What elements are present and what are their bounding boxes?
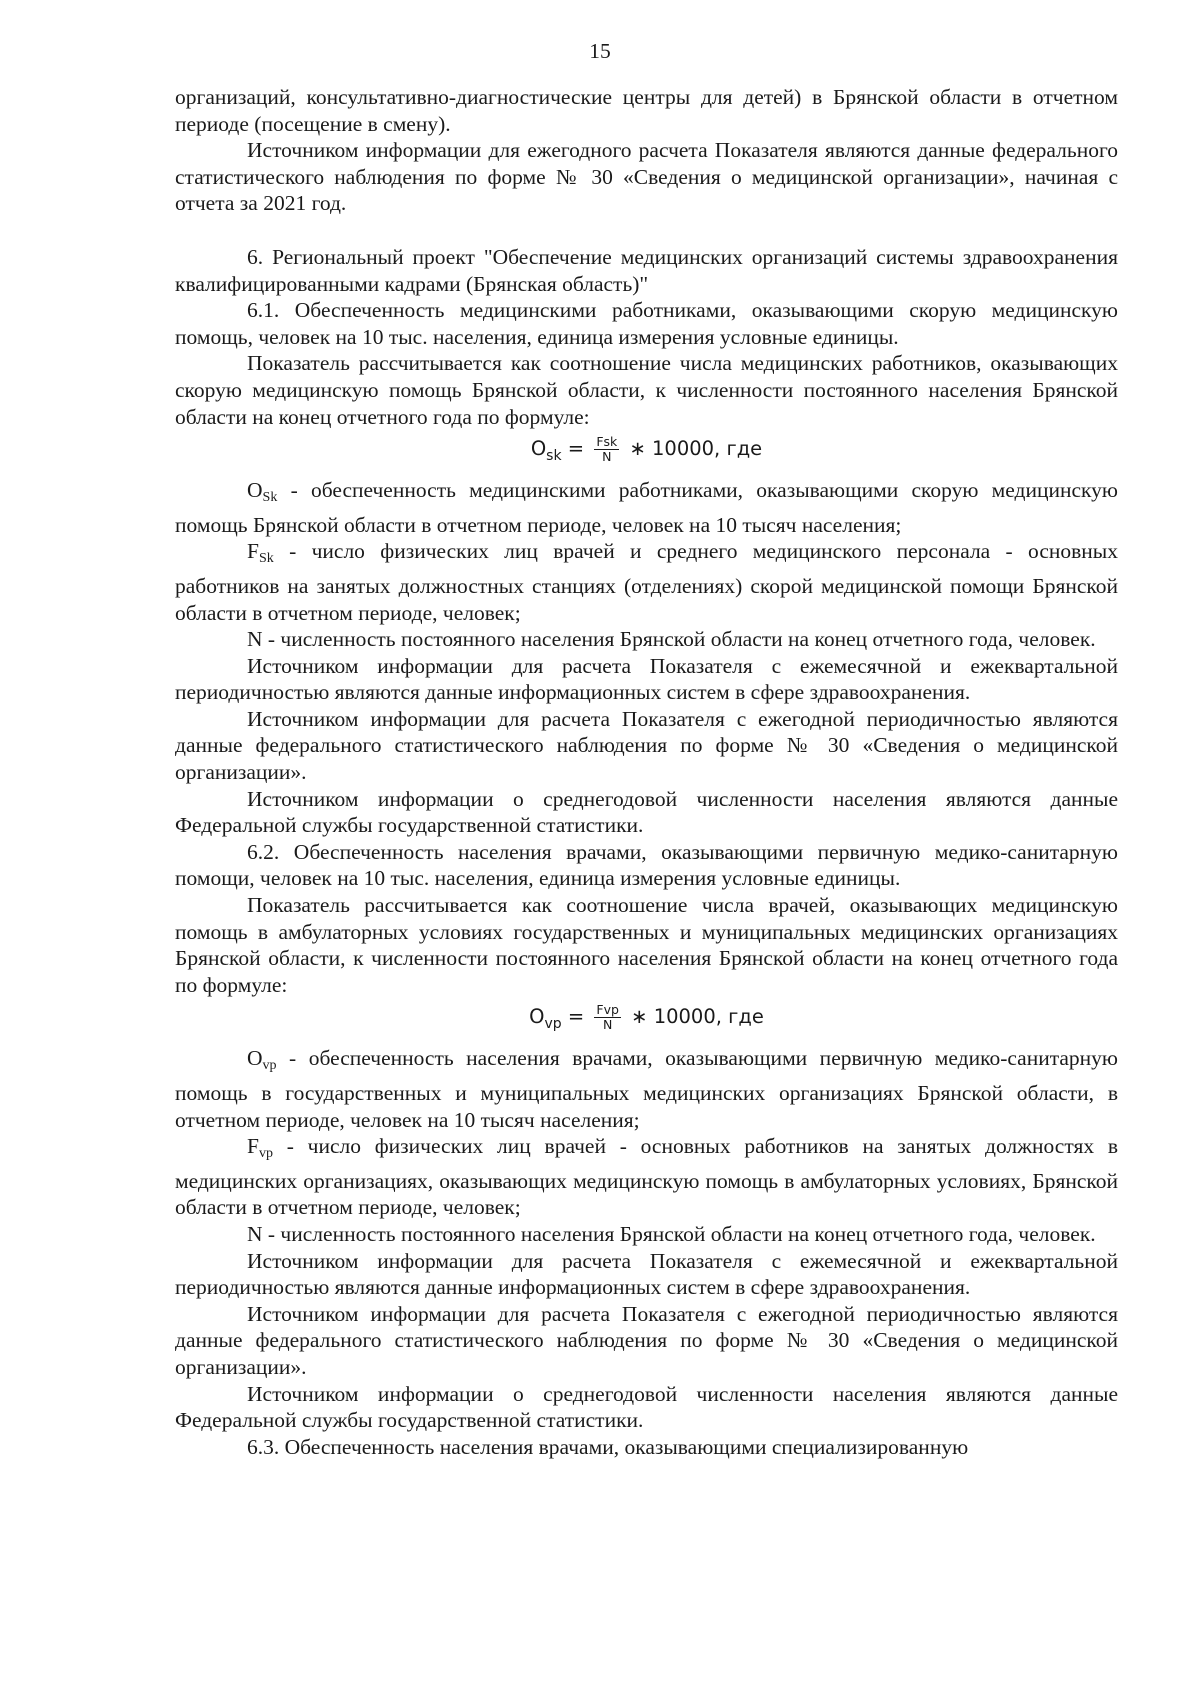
page-number: 15 [589,39,611,63]
paragraph: организаций, консультативно-диагностические центры для детей) в Брянской области в отчетном периоде (посещение в смену). [175,85,1118,136]
subsection-6-2: 6.2. Обеспеченность населения врачами, оказывающими первичную медико-санитарную помощи, человек на 10 тыс. населения, единица измерения условные единицы. [175,839,1118,891]
paragraph: Источником информации для расчета Показателя с ежегодной периодичностью являются данные федерального статистического наблюдения по форме № 30 «Сведения о медицинской организации». [175,1301,1118,1379]
paragraph: Показатель рассчитывается как соотношение числа медицинских работников, оказывающих скорую медицинскую помощь Брянской области, к численности постоянного населения Брянской области на конец отчетного года по формуле: [175,351,1118,429]
paragraph: Источником информации для расчета Показателя с ежемесячной и ежеквартальной периодичностью являются данные информационных систем в сфере здравоохранения. [175,1248,1118,1300]
subsection-6-3: 6.3. Обеспеченность населения врачами, оказывающими специализированную [247,1434,969,1459]
definition-fsk: $F_{Sk}$ - число физических лиц врачей и среднего медицинского персонала - основных работников на занятых должностных станциях (отделениях) скорой медицинской помощи Брянской области в отчетном периоде, человек; [175,539,1118,625]
section-heading-6: 6. Региональный проект "Обеспечение медицинских организаций системы здравоохранения квалифицированными кадрами (Брянская область)" [175,244,1118,296]
definition-n: N - численность постоянного населения Брянской области на конец отчетного года, человек. [247,1221,1096,1246]
definition-fvp: $F_{vp}$ - число физических лиц врачей - основных работников на занятых должностях в медицинских организациях, оказывающих медицинскую помощь в амбулаторных условиях, Брянской области в отчетном периоде, человек; [175,1134,1118,1220]
formula-osk: $O_{sk}$ = $\frac{\text{Fsk}}{N}$ ∗ 10000, где [530,434,763,465]
paragraph: Источником информации о среднегодовой численности населения являются данные Федеральной службы государственной статистики. [175,786,1118,838]
definition-n: N - численность постоянного населения Брянской области на конец отчетного года, человек. [247,627,1096,652]
definition-osk: $O_{Sk}$ - обеспеченность медицинскими работниками, оказывающими скорую медицинскую помощь Брянской области в отчетном периоде, человек на 10 тысяч населения; [175,478,1118,537]
subsection-6-1: 6.1. Обеспеченность медицинскими работниками, оказывающими скорую медицинскую помощь, человек на 10 тыс. населения, единица измерения условные единицы. [175,298,1118,349]
fraction: $\frac{\text{Fvp}}{N}$ [596,1002,619,1033]
paragraph: Источником информации для ежегодного расчета Показателя являются данные федерального статистического наблюдения по форме № 30 «Сведения о медицинской организации», начиная с отчета за 2021 год. [175,138,1118,216]
paragraph: Источником информации для расчета Показателя с ежегодной периодичностью являются данные федерального статистического наблюдения по форме № 30 «Сведения о медицинской организации». [175,706,1118,785]
definition-ovp: $O_{vp}$ - обеспеченность населения врачами, оказывающими первичную медико-санитарную помощь в государственных и муниципальных медицинских организациях Брянской области, в отчетном периоде, человек на 10 тысяч населения; [175,1046,1118,1132]
formula-ovp: $O_{vp}$ = $\frac{\text{Fvp}}{N}$ ∗ 10000, где [529,1002,764,1033]
paragraph: Источником информации для расчета Показателя с ежемесячной и ежеквартальной периодичностью являются данные информационных систем в сфере здравоохранения. [175,653,1118,705]
paragraph: Источником информации о среднегодовой численности населения являются данные Федеральной службы государственной статистики. [175,1381,1118,1433]
spacer [175,217,1118,244]
paragraph: Показатель рассчитывается как соотношение числа врачей, оказывающих медицинскую помощь в амбулаторных условиях государственных и муниципальных медицинских организациях Брянской области, к численности постоянного населения Брянской области на конец отчетного года по формуле: [175,893,1118,997]
fraction: $\frac{\text{Fsk}}{N}$ [596,434,618,465]
document-body [175,84,1118,1460]
